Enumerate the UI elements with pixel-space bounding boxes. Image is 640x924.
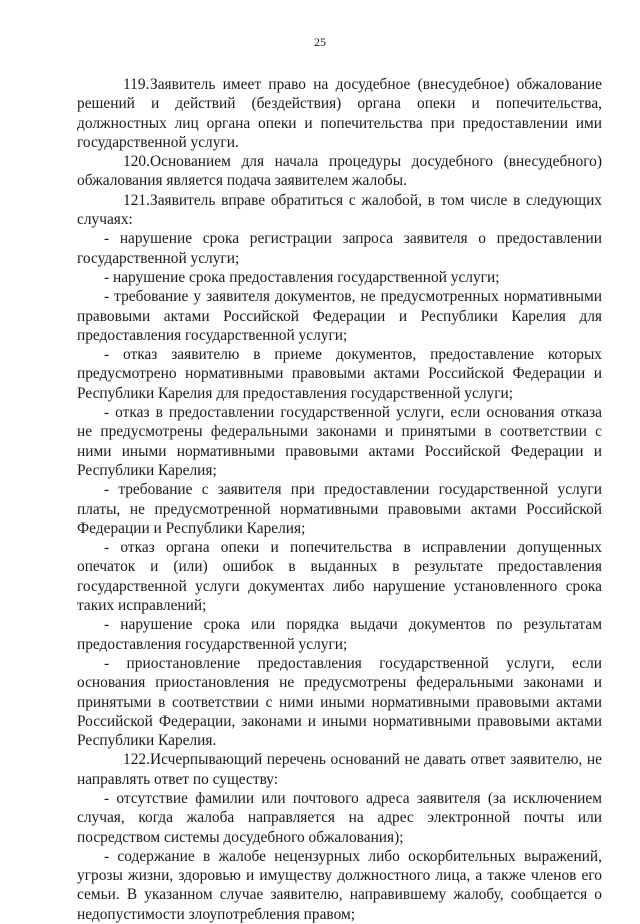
list-item: - отказ органа опеки и попечительства в исправлении допущенных опечаток и (или) ошибок в выданных в результате предоставления государственной услуги документах либо нарушение установленного срока таких исправлений; <box>77 539 602 615</box>
paragraph-number: 120. <box>123 153 150 171</box>
paragraph-119 <box>77 75 602 152</box>
list-item: - нарушение срока или порядка выдачи документов по результатам предоставления государственной услуги; <box>77 616 602 653</box>
list-item: - требование у заявителя документов, не предусмотренных нормативными правовыми актами Российской Федерации и Республики Карелия для предоставления государственной услуги; <box>77 288 602 344</box>
page-number: 25 <box>314 35 326 49</box>
paragraph-number: 119. <box>123 76 150 93</box>
paragraph-text: Заявитель имеет право на досудебное (внесудебное) обжалование решений и действий (бездействия) органа опеки и попечительства, должностных лиц органа опеки и попечительства при предоставлении ими государственной услуги. <box>77 76 602 151</box>
list-item: - нарушение срока предоставления государственной услуги; <box>104 268 500 286</box>
list-item: - содержание в жалобе нецензурных либо оскорбительных выражений, угрозы жизни, здоровью и имуществу должностного лица, а также членов его семьи. В указанном случае заявителю, направившему жалобу, сообщается о недопустимости злоупотребления правом; <box>77 847 602 923</box>
paragraph-120 <box>77 152 602 191</box>
list-item: - требование с заявителя при предоставлении государственной услуги платы, не предусмотренной нормативными правовыми актами Российской Федерации и Республики Карелия; <box>77 481 602 537</box>
paragraph-number: 122. <box>123 751 150 769</box>
list-item: - отсутствие фамилии или почтового адреса заявителя (за исключением случая, когда жалоба направляется на адрес электронной почты или посредством системы досудебного обжалования); <box>77 789 602 846</box>
paragraph-number: 121. <box>123 191 150 209</box>
list-item: - приостановление предоставления государственной услуги, если основания приостановления не предусмотрены федеральными законами и принятыми в соответствии с ними иными нормативными правовыми актами Российской Федерации, законами и иными нормативными правовыми актами Республики Карелия. <box>77 654 602 750</box>
paragraph-text: Основанием для начала процедуры досудебного (внесудебного) обжалования является подача заявителем жалобы. <box>77 153 602 190</box>
list-item: - отказ в предоставлении государственной услуги, если основания отказа не предусмотрены федеральными законами и принятыми в соответствии с ними иными нормативными правовыми актами Российской Федерации и Республики Карелия; <box>77 404 602 479</box>
paragraph-121 <box>77 191 602 230</box>
document-body <box>77 75 602 924</box>
paragraph-122 <box>77 750 602 789</box>
paragraph-text: Исчерпывающий перечень оснований не давать ответ заявителю, не направлять ответ по существу: <box>77 751 602 788</box>
paragraph-text: Заявитель вправе обратиться с жалобой, в том числе в следующих случаях: <box>77 191 602 229</box>
list-item: - нарушение срока регистрации запроса заявителя о предоставлении государственной услуги; <box>77 230 602 267</box>
list-item: - отказ заявителю в приеме документов, предоставление которых предусмотрено нормативными правовыми актами Российской Федерации и Республики Карелия для предоставления государственной услуги; <box>77 346 602 402</box>
